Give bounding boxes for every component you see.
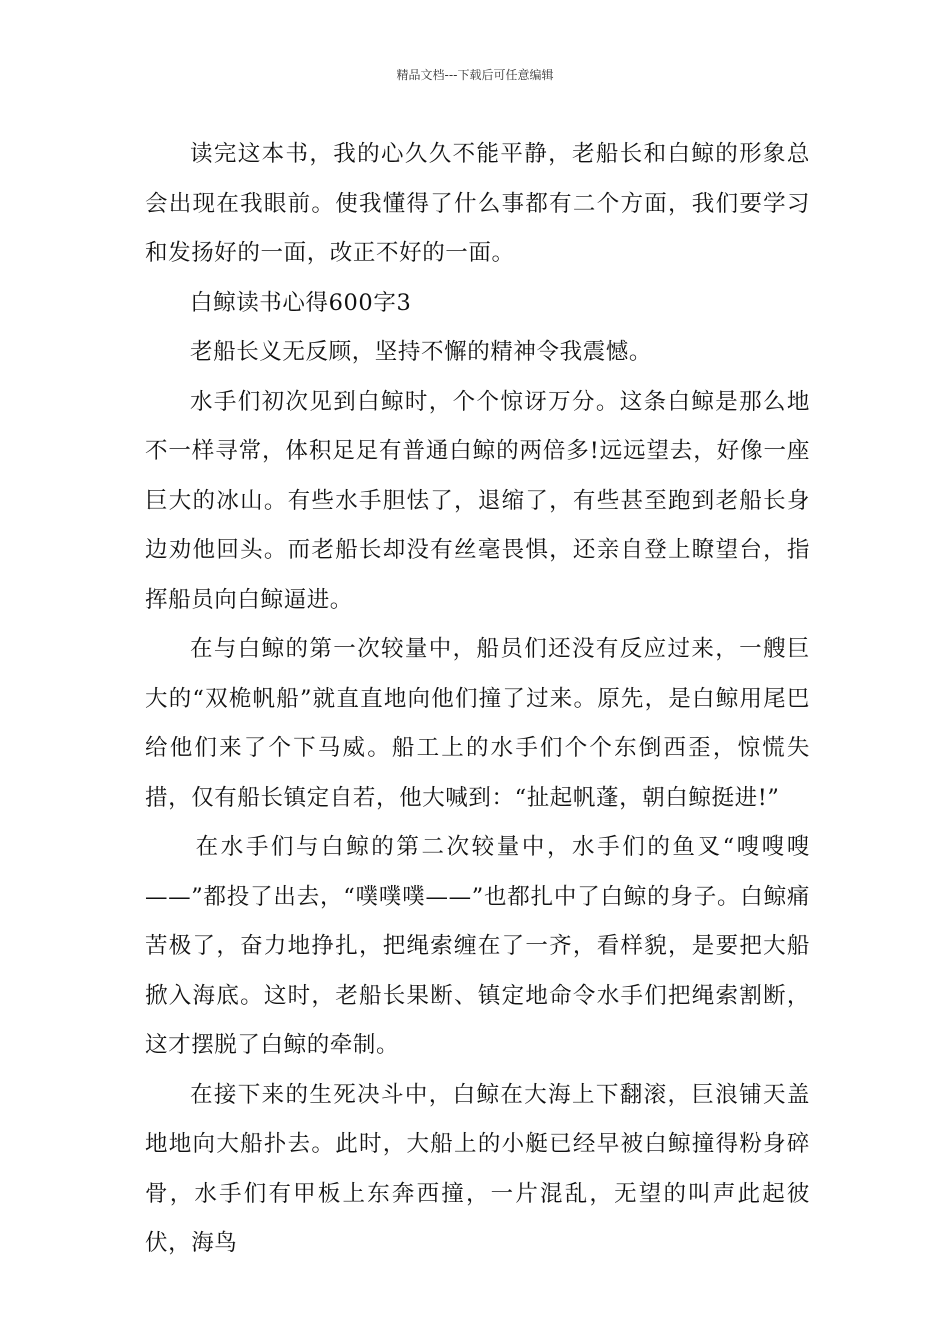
paragraph-first-battle: 在与白鲸的第一次较量中，船员们还没有反应过来，一艘巨大的“双桅帆船”就直直地向他们撞了过来。原先，是白鲸用尾巴给他们来了个下马威。船工上的水手们个个东倒西歪，惊慌失措，仅有船长镇定自若，他大喊到：“扯起帆蓬，朝白鲸挺进!”	[145, 636, 810, 811]
paragraph-intro: 老船长义无反顾，坚持不懈的精神令我震憾。	[190, 339, 653, 365]
document-body	[145, 130, 810, 1269]
paragraph-first-sight: 水手们初次见到白鲸时，个个惊讶万分。这条白鲸是那么地不一样寻常，体积足足有普通白鲸的两倍多!远远望去，好像一座巨大的冰山。有些水手胆怯了，退缩了，有些甚至跑到老船长身边劝他回头。而老船长却没有丝毫畏惧，还亲自登上瞭望台，指挥船员向白鲸逼进。	[145, 388, 810, 613]
paragraph-second-battle: 在水手们与白鲸的第二次较量中，水手们的鱼叉“嗖嗖嗖——”都投了出去，“噗噗噗——”也都扎中了白鲸的身子。白鲸痛苦极了，奋力地挣扎，把绳索缠在了一齐，看样貌，是要把大船掀入海底。这时，老船长果断、镇定地命令水手们把绳索割断，这才摆脱了白鲸的牵制。	[145, 834, 810, 1058]
paragraph-final-battle: 在接下来的生死决斗中，白鲸在大海上下翻滚，巨浪铺天盖地地向大船扑去。此时，大船上的小艇已经早被白鲸撞得粉身碎骨，水手们有甲板上东奔西撞，一片混乱，无望的叫声此起彼伏，海鸟	[145, 1081, 810, 1256]
page-header: 精品文档---下载后可任意编辑	[396, 68, 554, 82]
paragraph-reflection: 读完这本书，我的心久久不能平静，老船长和白鲸的形象总会出现在我眼前。使我懂得了什么事都有二个方面，我们要学习和发扬好的一面，改正不好的一面。	[145, 141, 810, 266]
section-heading: 白鲸读书心得600字3	[190, 289, 412, 316]
